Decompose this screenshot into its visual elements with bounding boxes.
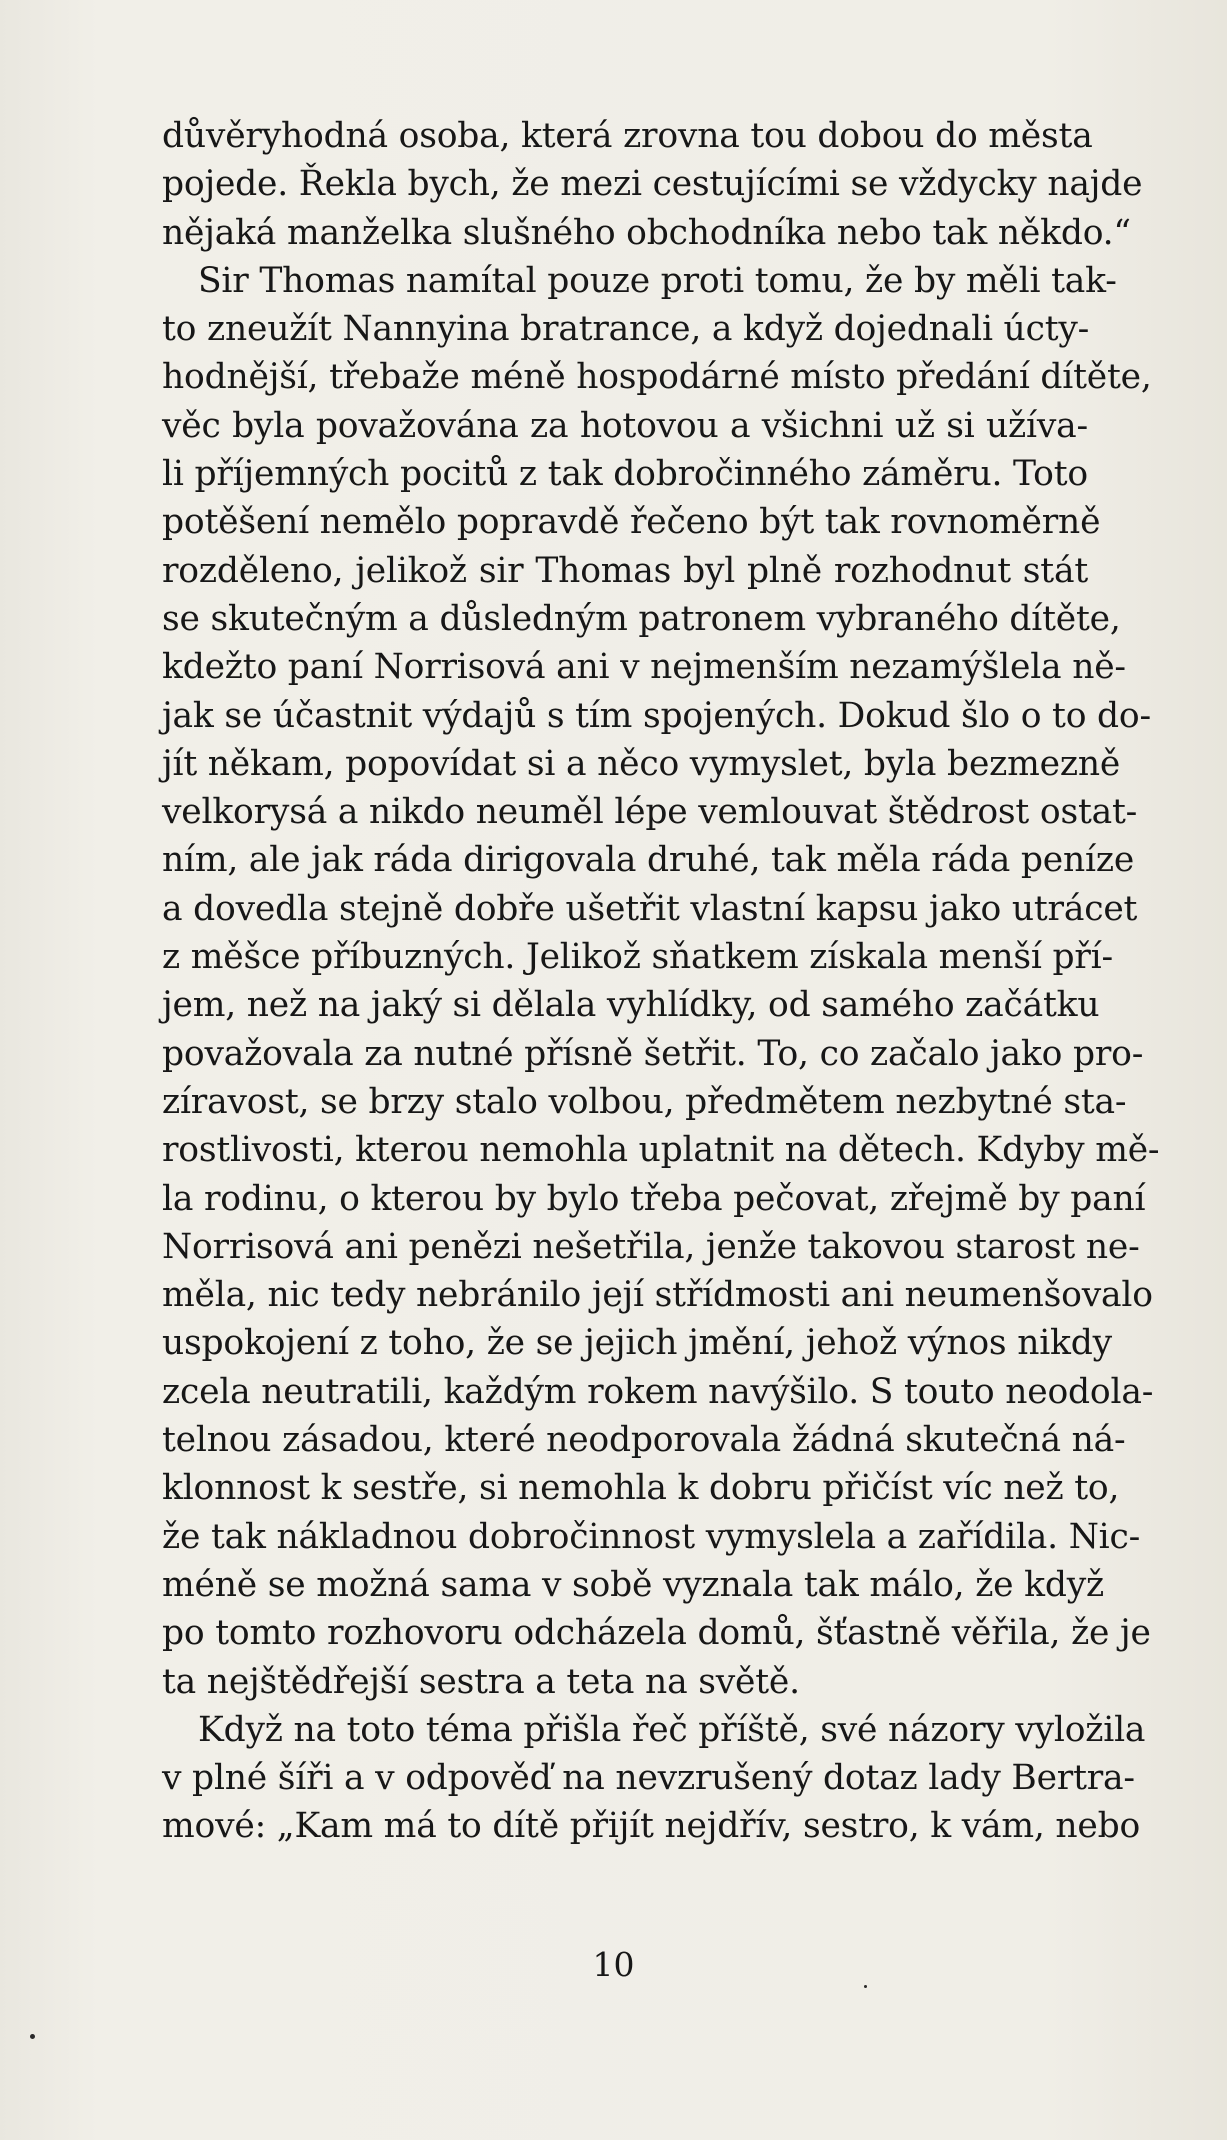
text-line: Když na toto téma přišla řeč příště, své názory vyložila: [198, 1709, 1146, 1750]
text-line: uspokojení z toho, že se jejich jmění, jehož výnos nikdy: [162, 1323, 1112, 1364]
text-line: po tomto rozhovoru odcházela domů, šťastně věřila, že je: [162, 1613, 1151, 1654]
text-line: že tak nákladnou dobročinnost vymyslela a zařídila. Nic-: [162, 1516, 1141, 1557]
text-line: jít někam, popovídat si a něco vymyslet, byla bezmezně: [162, 743, 1121, 784]
text-line: velkorysá a nikdo neuměl lépe vemlouvat štědrost ostat-: [162, 792, 1138, 833]
text-line: jem, než na jaký si dělala vyhlídky, od samého začátku: [162, 985, 1100, 1026]
text-line: telnou zásadou, které neodporovala žádná skutečná ná-: [162, 1420, 1126, 1461]
text-line: ním, ale jak ráda dirigovala druhé, tak měla ráda peníze: [162, 840, 1135, 881]
text-line: měla, nic tedy nebránilo její střídmosti ani neumenšovalo: [162, 1275, 1153, 1316]
text-line: pojede. Řekla bych, že mezi cestujícími se vždycky najde: [162, 164, 1143, 205]
text-line: důvěryhodná osoba, která zrovna tou dobou do města: [162, 116, 1093, 156]
text-line: to zneužít Nannyina bratrance, a když dojednali úcty-: [162, 309, 1090, 350]
text-line: méně se možná sama v sobě vyznala tak málo, že když: [162, 1564, 1105, 1605]
text-line: z měšce příbuzných. Jelikož sňatkem získala menší pří-: [162, 937, 1113, 978]
text-line: kdežto paní Norrisová ani v nejmenším nezamýšlela ně-: [162, 647, 1126, 688]
text-line: potěšení nemělo popravdě řečeno být tak rovnoměrně: [162, 502, 1101, 543]
text-line: se skutečným a důsledným patronem vybraného dítěte,: [162, 598, 1121, 639]
text-line: věc byla považována za hotovou a všichni už si užíva-: [162, 405, 1088, 446]
text-line: rozděleno, jelikož sir Thomas byl plně rozhodnut stát: [162, 550, 1088, 591]
text-line: považovala za nutné přísně šetřit. To, co začalo jako pro-: [162, 1033, 1144, 1074]
text-line: nějaká manželka slušného obchodníka nebo tak někdo.“: [162, 212, 1131, 253]
page-number: 10: [592, 1945, 635, 1984]
body-text: [162, 112, 1160, 1851]
text-line: v plné šíři a v odpověď na nevzrušený dotaz lady Bertra-: [162, 1758, 1135, 1799]
paper-speck: [864, 1985, 867, 1988]
paper-speck: [30, 2034, 35, 2039]
text-line: jak se účastnit výdajů s tím spojených. Dokud šlo o to do-: [162, 695, 1151, 736]
text-line: ta nejštědřejší sestra a teta na světě.: [162, 1661, 800, 1702]
text-line: zíravost, se brzy stalo volbou, předmětem nezbytné sta-: [162, 1081, 1127, 1122]
text-line: zcela neutratili, každým rokem navýšilo. S touto neodola-: [162, 1371, 1154, 1412]
text-line: Norrisová ani penězi nešetřila, jenže takovou starost ne-: [162, 1226, 1140, 1267]
text-line: la rodinu, o kterou by bylo třeba pečovat, zřejmě by paní: [162, 1178, 1146, 1219]
text-line: Sir Thomas namítal pouze proti tomu, že by měli tak-: [198, 260, 1117, 301]
text-line: li příjemných pocitů z tak dobročinného záměru. Toto: [162, 454, 1088, 495]
text-line: a dovedla stejně dobře ušetřit vlastní kapsu jako utrácet: [162, 888, 1138, 929]
text-line: klonnost k sestře, si nemohla k dobru přičíst víc než to,: [162, 1468, 1120, 1509]
text-line: mové: „Kam má to dítě přijít nejdřív, sestro, k vám, nebo: [162, 1806, 1141, 1847]
text-line: hodnější, třebaže méně hospodárné místo předání dítěte,: [162, 357, 1152, 398]
text-line: rostlivosti, kterou nemohla uplatnit na dětech. Kdyby mě-: [162, 1130, 1160, 1171]
